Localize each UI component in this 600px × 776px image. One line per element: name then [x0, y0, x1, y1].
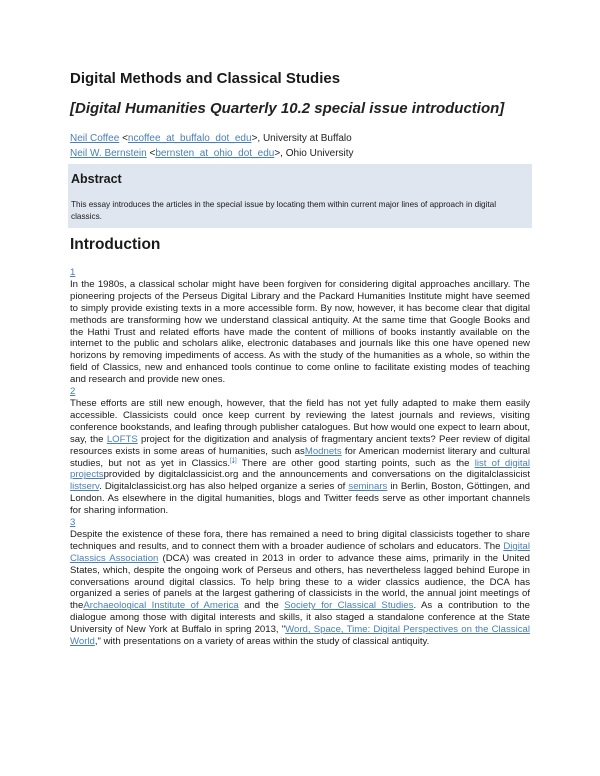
paragraph-text: and the [238, 600, 285, 612]
author-affiliation: >, Ohio University [274, 148, 354, 159]
article-title: Digital Methods and Classical Studies [70, 70, 341, 87]
author-list [70, 131, 354, 161]
paragraph-text: . As a contribution to the dialogue among those with digital interests and skills, it also staged a standalone conference at the State University of New York at Buffalo in spring 2013, " [70, 600, 530, 636]
paragraph-text: . Digitalclassicist.org has also helped organize a series of [99, 481, 349, 493]
author-affiliation: >, University at Buffalo [251, 133, 352, 144]
modnets-link[interactable]: Modnets [304, 445, 342, 457]
paragraph-text: project for the digitization and analysis of fragmentary ancient texts? Peer review of digital resources exists in some areas of humanities, such as [70, 433, 530, 457]
lofts-link[interactable]: LOFTS [106, 433, 138, 445]
abstract-text: This essay introduces the articles in the special issue by locating them within current major lines of approach in digital classics. [71, 200, 497, 221]
paragraph-number-link[interactable]: 2 [70, 386, 76, 398]
author-line [70, 131, 354, 146]
paragraph-text: These efforts are still new enough, however, that the field has not yet fully adapted to make them easily accessible. Classicists could once keep current by reviewing the latest journals and reviews, visiting conference bookstands, and leafing through publisher catalogues. But how would one expect to learn about, say, the [70, 397, 530, 445]
conference-link[interactable]: Word, Space, Time: Digital Perspectives on the Classical World [70, 624, 530, 648]
abstract-box [68, 164, 532, 228]
author-email-link[interactable]: bernsten_at_ohio_dot_edu [155, 148, 275, 159]
paragraph-text: (DCA) was created in 2013 in order to advance these aims, primarily in the United States, which, despite the ongoing work of Perseus and others, has nevertheless lagged behind Europe in conversations around digital classics. To help bring these to a wider classics audience, the DCA has organized a series of panels at the largest gathering of classicists in the world, the annual joint meetings of the [70, 552, 530, 612]
author-email-open: < [146, 148, 156, 159]
author-email-link[interactable]: ncoffee_at_buffalo_dot_edu [127, 133, 252, 144]
paragraph-text: Despite the existence of these fora, there has remained a need to bring digital classicists together to share techniques and results, and to connect them with a broader audience of scholars and educators. The [70, 528, 530, 552]
paragraph-number-link[interactable]: 1 [70, 267, 76, 278]
introduction-body [70, 267, 530, 648]
paragraph: In the 1980s, a classical scholar might have been forgiven for considering digital approaches ancillary. The pioneering projects of the Perseus Digital Library and the Packard Humanities Institute might have seemed to simply provide existing texts in a more accessible form. By now, however, it has become clear that digital methods are transforming how we understand classical antiquity. At the same time that Google Books and the Hathi Trust and related efforts have made the content of millions of books instantly available on the internet to the public and scholars alike, electronic databases and journals like this one have opened new horizons by removing impediments of access. As with the study of the humanities as a whole, so within the field of Classics, new and enhanced tools continue to come online to facilitate existing modes of teaching and research and provide new ones. [70, 278, 530, 386]
abstract-heading: Abstract [71, 172, 122, 186]
footnote-link[interactable]: [1] [230, 457, 237, 464]
seminars-link[interactable]: seminars [348, 481, 388, 493]
article-subtitle: [Digital Humanities Quarterly 10.2 special issue introduction] [70, 100, 505, 117]
paragraph [70, 529, 530, 648]
paragraph-number-link[interactable]: 3 [70, 517, 76, 529]
aia-link[interactable]: Archaeological Institute of America [83, 600, 239, 612]
dca-link[interactable]: Digital Classics Association [70, 540, 530, 564]
author-email-open: < [119, 133, 128, 144]
paragraph-text: in Berlin, Boston, Göttingen, and London. As elsewhere in the digital humanities, blogs and Twitter feeds serve as other important channels for sharing information. [70, 481, 531, 517]
author-name-link[interactable]: Neil W. Bernstein [70, 148, 147, 159]
paragraph-text: provided by digitalclassicist.org and the announcements and conversations on the digitalclassicist [103, 469, 530, 481]
paragraph-text: for American modernist literary and cultural studies, but not as yet in Classics. [70, 445, 530, 469]
listserv-link[interactable]: listserv [70, 481, 100, 493]
paragraph-text: ," with presentations on a variety of areas within the study of classical antiquity. [94, 636, 430, 648]
author-name-link[interactable]: Neil Coffee [70, 133, 120, 144]
introduction-heading: Introduction [70, 236, 161, 253]
paragraph-text: There are other good starting points, such as the [236, 457, 475, 469]
author-line [70, 146, 354, 161]
digital-projects-link[interactable]: list of digital projects [70, 457, 530, 481]
scs-link[interactable]: Society for Classical Studies [284, 600, 414, 612]
paragraph [70, 398, 530, 517]
